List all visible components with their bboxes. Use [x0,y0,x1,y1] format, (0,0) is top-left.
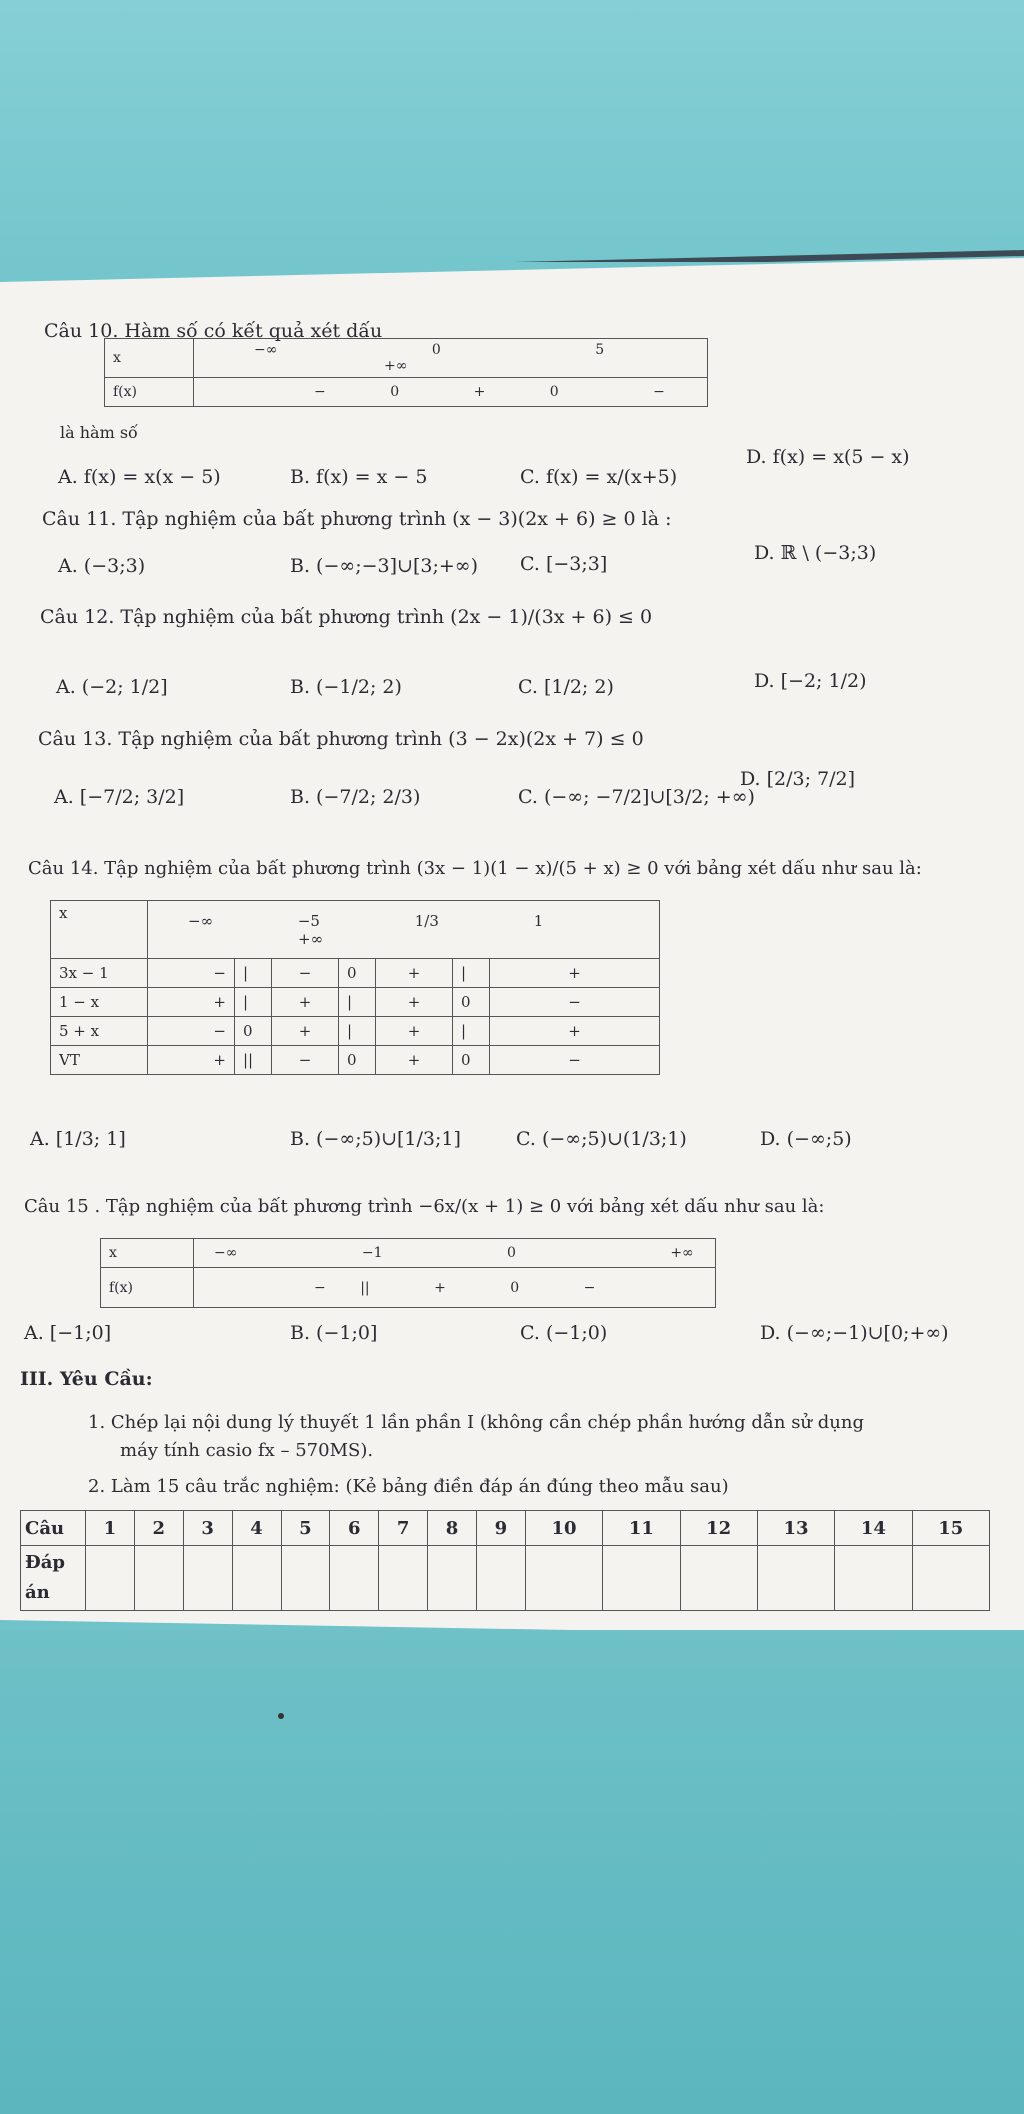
requirements-item-1: 1. Chép lại nội dung lý thuyết 1 lần phần I (không cần chép phần hướng dẫn sử dụng [88,1412,864,1433]
q10-f-2: 0 [390,384,400,400]
q14-cell: 0 [235,1017,272,1046]
answer-cell[interactable] [183,1546,232,1611]
answer-label-cau: Câu [21,1511,86,1546]
answer-number: 5 [281,1511,330,1546]
q13-option-b[interactable]: B. (−7/2; 2/3) [290,786,421,808]
q11-option-c[interactable]: C. [−3;3] [520,553,608,575]
q14-cell: − [490,1046,660,1075]
answer-label-an: án [25,1582,50,1603]
q11-option-d[interactable]: D. ℝ \ (−3;3) [754,542,877,564]
q15-sign-table [100,1238,716,1308]
q14-row-3x-1 [51,959,660,988]
q15-f-2: || [360,1279,370,1296]
q14-cell: + [376,959,453,988]
q15-x-4: +∞ [670,1245,694,1261]
q14-cell: − [272,1046,339,1075]
answer-number: 11 [603,1511,680,1546]
answer-table [20,1510,990,1611]
answer-cell[interactable] [835,1546,912,1611]
q10-f-5: − [653,384,665,400]
q14-title: Câu 14. Tập nghiệm của bất phương trình (3x − 1)(1 − x)/(5 + x) ≥ 0 với bảng xét dấu như sau là: [28,858,922,879]
q10-option-b[interactable]: B. f(x) = x − 5 [290,466,428,488]
q14-cell: | [339,988,376,1017]
q14-cell: + [376,1017,453,1046]
q14-cell: + [490,959,660,988]
requirements-heading: III. Yêu Cầu: [20,1368,153,1390]
requirements-item-1b: máy tính casio fx – 570MS). [120,1440,374,1461]
q11-option-a[interactable]: A. (−3;3) [58,555,146,577]
answer-cell[interactable] [330,1546,379,1611]
q14-row-label: 5 + x [51,1017,148,1046]
q14-cell: 0 [453,1046,490,1075]
q13-option-d[interactable]: D. [2/3; 7/2] [740,768,856,790]
q14-cell: || [235,1046,272,1075]
q15-option-c[interactable]: C. (−1;0) [520,1322,608,1344]
q10-x-1: −∞ [254,342,278,358]
q14-option-a[interactable]: A. [1/3; 1] [30,1128,126,1150]
q14-header-x: x [51,901,148,959]
q12-option-d[interactable]: D. [−2; 1/2) [754,670,867,692]
q14-cell: − [490,988,660,1017]
q14-row-label: 1 − x [51,988,148,1017]
q14-cell: − [148,959,235,988]
q15-option-d[interactable]: D. (−∞;−1)∪[0;+∞) [760,1322,949,1344]
table-mark [278,1713,284,1719]
answer-number: 10 [525,1511,602,1546]
answer-cell[interactable] [757,1546,834,1611]
answer-cell[interactable] [680,1546,757,1611]
q10-tail: là hàm số [60,423,138,442]
q12-option-a[interactable]: A. (−2; 1/2] [56,676,168,698]
answer-cell[interactable] [232,1546,281,1611]
answer-cell[interactable] [477,1546,526,1611]
q14-cell: + [376,988,453,1017]
answer-number: 2 [134,1511,183,1546]
q14-row-1-x [51,988,660,1017]
background-bottom [0,1630,1024,2114]
q14-row-label: VT [51,1046,148,1075]
q15-x-3: 0 [506,1245,516,1261]
answer-cell[interactable] [281,1546,330,1611]
q14-cell: 0 [453,988,490,1017]
answer-cell[interactable] [912,1546,989,1611]
q15-f-label: f(x) [101,1268,194,1308]
q15-x-1: −∞ [214,1245,238,1261]
q10-f-1: − [314,384,326,400]
answer-number: 9 [477,1511,526,1546]
q14-option-b[interactable]: B. (−∞;5)∪[1/3;1] [290,1128,461,1150]
q12-title: Câu 12. Tập nghiệm của bất phương trình (2x − 1)/(3x + 6) ≤ 0 [40,606,653,628]
q14-cell: − [272,959,339,988]
q10-f-4: 0 [549,384,559,400]
q10-x-4: +∞ [384,358,408,374]
q14-cell: | [453,959,490,988]
q14-cell: + [148,988,235,1017]
answer-cell[interactable] [428,1546,477,1611]
answer-number: 1 [86,1511,135,1546]
q14-row-vt [51,1046,660,1075]
q10-x-3: 5 [595,342,605,358]
q10-f-3: + [473,384,486,400]
q10-option-a[interactable]: A. f(x) = x(x − 5) [58,466,221,488]
q14-cell: | [235,959,272,988]
answer-cell[interactable] [134,1546,183,1611]
q12-option-b[interactable]: B. (−1/2; 2) [290,676,402,698]
answer-number: 14 [835,1511,912,1546]
answer-number: 8 [428,1511,477,1546]
answer-number: 6 [330,1511,379,1546]
answer-cell[interactable] [379,1546,428,1611]
answer-number: 13 [757,1511,834,1546]
q14-cell: | [453,1017,490,1046]
q14-cell: 0 [339,1046,376,1075]
answer-cell[interactable] [525,1546,602,1611]
q14-cell: + [272,1017,339,1046]
q14-header-3: 1/3 [414,911,439,930]
answer-cell[interactable] [603,1546,680,1611]
q14-header-2: −5 [297,911,320,930]
q15-f-4: 0 [510,1279,520,1296]
q10-x-2: 0 [431,342,441,358]
q15-option-a[interactable]: A. [−1;0] [24,1322,112,1344]
q15-f-1: − [314,1279,326,1296]
q15-x-2: −1 [361,1245,383,1261]
q14-header-5: +∞ [298,929,324,948]
q11-option-b[interactable]: B. (−∞;−3]∪[3;+∞) [290,555,479,577]
answer-number: 15 [912,1511,989,1546]
q14-row-5-x [51,1017,660,1046]
answer-number: 3 [183,1511,232,1546]
q10-title: Câu 10. Hàm số có kết quả xét dấu [44,320,383,342]
answer-label-dap-an [21,1546,86,1611]
q13-title: Câu 13. Tập nghiệm của bất phương trình (3 − 2x)(2x + 7) ≤ 0 [38,728,644,750]
q14-cell: 0 [339,959,376,988]
q12-option-c[interactable]: C. [1/2; 2) [518,676,614,698]
q14-cell: + [376,1046,453,1075]
q14-cell: + [490,1017,660,1046]
answer-label-dap: Đáp [25,1552,65,1573]
q15-title: Câu 15 . Tập nghiệm của bất phương trình −6x/(x + 1) ≥ 0 với bảng xét dấu như sau là: [24,1196,825,1217]
q14-option-c[interactable]: C. (−∞;5)∪(1/3;1) [516,1128,687,1150]
q13-option-c[interactable]: C. (−∞; −7/2]∪[3/2; +∞) [518,786,755,808]
q14-cell: + [148,1046,235,1075]
answer-number: 12 [680,1511,757,1546]
q11-title: Câu 11. Tập nghiệm của bất phương trình (x − 3)(2x + 6) ≥ 0 là : [42,508,672,530]
q14-cell: | [235,988,272,1017]
answer-cell[interactable] [86,1546,135,1611]
q14-header-1: −∞ [188,911,214,930]
q15-f-5: − [583,1279,596,1296]
q14-option-d[interactable]: D. (−∞;5) [760,1128,852,1150]
q14-cell: | [339,1017,376,1046]
q10-option-c[interactable]: C. f(x) = x/(x+5) [520,466,678,488]
q10-sign-table [104,338,708,407]
q15-f-3: + [434,1279,446,1296]
q14-cell: + [272,988,339,1017]
q10-f-label: f(x) [105,378,194,407]
q15-option-b[interactable]: B. (−1;0] [290,1322,378,1344]
q14-cell: − [148,1017,235,1046]
answer-number: 7 [379,1511,428,1546]
q14-sign-table [50,900,660,1075]
q10-x-label: x [105,339,194,378]
requirements-item-2: 2. Làm 15 câu trắc nghiệm: (Kẻ bảng điền đáp án đúng theo mẫu sau) [88,1476,729,1497]
q14-header-4: 1 [533,911,544,930]
q10-option-d[interactable]: D. f(x) = x(5 − x) [746,446,910,468]
q13-option-a[interactable]: A. [−7/2; 3/2] [54,786,185,808]
q15-x-label: x [101,1239,194,1268]
answer-number: 4 [232,1511,281,1546]
q14-row-label: 3x − 1 [51,959,148,988]
